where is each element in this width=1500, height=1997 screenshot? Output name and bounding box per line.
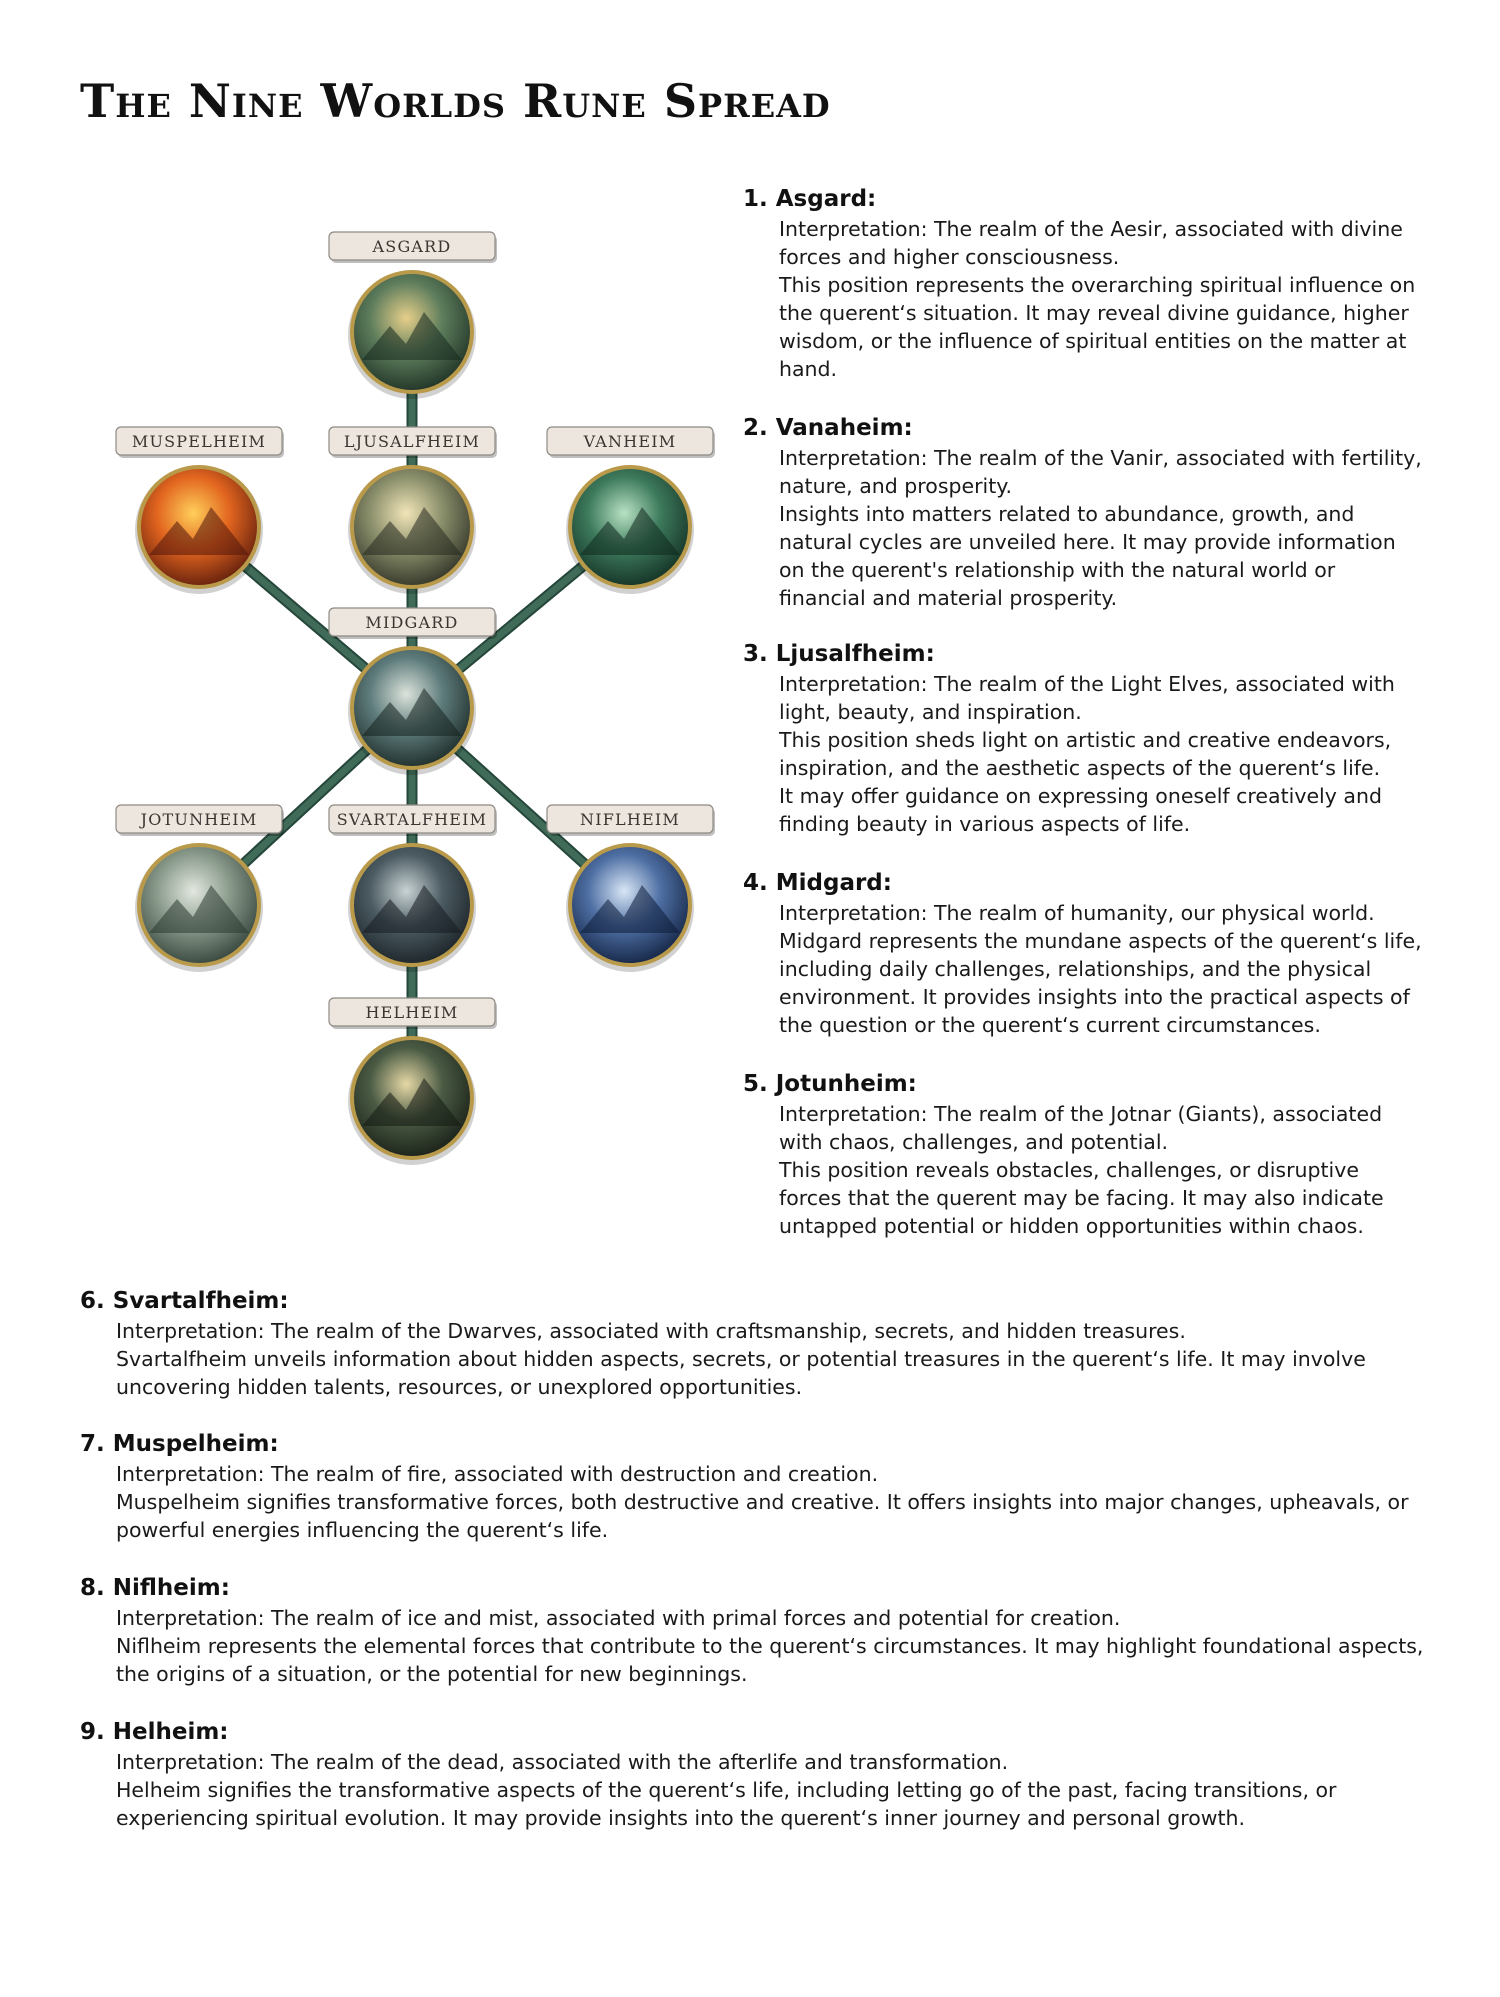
world-label: SVARTALFHEIM (336, 810, 488, 829)
page-title: The Nine Worlds Rune Spread (80, 74, 831, 128)
section-paragraph: Interpretation: The realm of humanity, our physical world. (779, 901, 1375, 925)
world-label: LJUSALFHEIM (343, 432, 481, 451)
world-label: VANHEIM (583, 432, 677, 451)
world-image-vanheim (572, 469, 688, 585)
section-heading: 3. Ljusalfheim: (743, 641, 935, 667)
section-paragraph: It may offer guidance on expressing oneself creatively and finding beauty in various aspects of life. (779, 784, 1382, 836)
section-paragraph: Interpretation: The realm of ice and mist, associated with primal forces and potential for creation. (116, 1606, 1121, 1630)
world-label: HELHEIM (365, 1003, 459, 1022)
section-paragraph: Interpretation: The realm of the Aesir, associated with divine forces and higher consciousness. (779, 217, 1403, 269)
section-ljusalfheim (743, 641, 1423, 838)
section-paragraph: This position represents the overarching spiritual influence on the querent‘s situation. It may reveal divine guidance, higher wisdom, or the influence of spiritual entities on the matter at hand. (779, 273, 1416, 381)
world-node-asgard (329, 232, 497, 399)
world-node-muspelheim (116, 427, 284, 594)
world-image-niflheim (572, 847, 688, 963)
world-label: MUSPELHEIM (131, 432, 267, 451)
section-paragraph: Interpretation: The realm of the Dwarves, associated with craftsmanship, secrets, and hidden treasures. (116, 1319, 1186, 1343)
world-image-helheim (354, 1040, 470, 1156)
section-heading: 4. Midgard: (743, 870, 892, 896)
world-node-niflheim (547, 805, 715, 972)
section-heading: 6. Svartalfheim: (80, 1288, 289, 1314)
world-label: NIFLHEIM (580, 810, 680, 829)
world-node-helheim (329, 998, 497, 1165)
section-paragraph: Niflheim represents the elemental forces that contribute to the querent‘s circumstances. It may highlight foundational aspects, the origins of a situation, or the potential for new beginnings. (116, 1634, 1424, 1686)
world-label: ASGARD (372, 237, 452, 256)
section-paragraph: Interpretation: The realm of the dead, associated with the afterlife and transformation. (116, 1750, 1009, 1774)
section-heading: 1. Asgard: (743, 186, 877, 212)
section-midgard (743, 870, 1423, 1039)
world-image-midgard (354, 650, 470, 766)
section-muspelheim (80, 1431, 1440, 1544)
section-asgard (743, 186, 1423, 383)
world-node-svartalfheim (329, 805, 497, 972)
section-paragraph: Insights into matters related to abundance, growth, and natural cycles are unveiled here. It may provide information on the querent's relationship with the natural world or financial and material prosperity. (779, 502, 1396, 610)
section-paragraph: This position sheds light on artistic and creative endeavors, inspiration, and the aesthetic aspects of the querent‘s life. (779, 728, 1392, 780)
section-heading: 2. Vanaheim: (743, 415, 913, 441)
section-vanaheim (743, 415, 1423, 612)
world-image-ljusalfheim (354, 469, 470, 585)
nine-worlds-diagram (90, 230, 750, 1180)
section-paragraph: Interpretation: The realm of the Jotnar (Giants), associated with chaos, challenges, and potential. (779, 1102, 1383, 1154)
world-node-jotunheim (116, 805, 284, 972)
section-paragraph: This position reveals obstacles, challenges, or disruptive forces that the querent may be facing. It may also indicate untapped potential or hidden opportunities within chaos. (779, 1158, 1384, 1238)
section-paragraph: Helheim signifies the transformative aspects of the querent‘s life, including letting go of the past, facing transitions, or experiencing spiritual evolution. It may provide insights into the querent‘s inner journey and personal growth. (116, 1778, 1337, 1830)
section-heading: 7. Muspelheim: (80, 1431, 279, 1457)
world-image-muspelheim (141, 469, 257, 585)
section-heading: 9. Helheim: (80, 1719, 229, 1745)
section-paragraph: Interpretation: The realm of the Vanir, associated with fertility, nature, and prosperity. (779, 446, 1422, 498)
section-niflheim (80, 1575, 1440, 1688)
section-paragraph: Interpretation: The realm of fire, associated with destruction and creation. (116, 1462, 879, 1486)
section-heading: 8. Niflheim: (80, 1575, 230, 1601)
section-paragraph: Svartalfheim unveils information about hidden aspects, secrets, or potential treasures in the querent‘s life. It may involve uncovering hidden talents, resources, or unexplored opportunities. (116, 1347, 1366, 1399)
world-label: MIDGARD (365, 613, 459, 632)
world-node-midgard (329, 608, 497, 775)
section-svartalfheim (80, 1288, 1440, 1401)
section-jotunheim (743, 1071, 1423, 1240)
section-helheim (80, 1719, 1440, 1832)
section-heading: 5. Jotunheim: (743, 1071, 917, 1097)
world-image-asgard (354, 274, 470, 390)
section-paragraph: Midgard represents the mundane aspects of the querent‘s life, including daily challenges, relationships, and the physical environment. It provides insights into the practical aspects of the question or the querent‘s current circumstances. (779, 929, 1422, 1037)
world-image-jotunheim (141, 847, 257, 963)
section-paragraph: Interpretation: The realm of the Light Elves, associated with light, beauty, and inspiration. (779, 672, 1395, 724)
world-label: JOTUNHEIM (140, 810, 258, 829)
world-image-svartalfheim (354, 847, 470, 963)
section-paragraph: Muspelheim signifies transformative forces, both destructive and creative. It offers insights into major changes, upheavals, or powerful energies influencing the querent‘s life. (116, 1490, 1409, 1542)
world-node-ljusalfheim (329, 427, 497, 594)
